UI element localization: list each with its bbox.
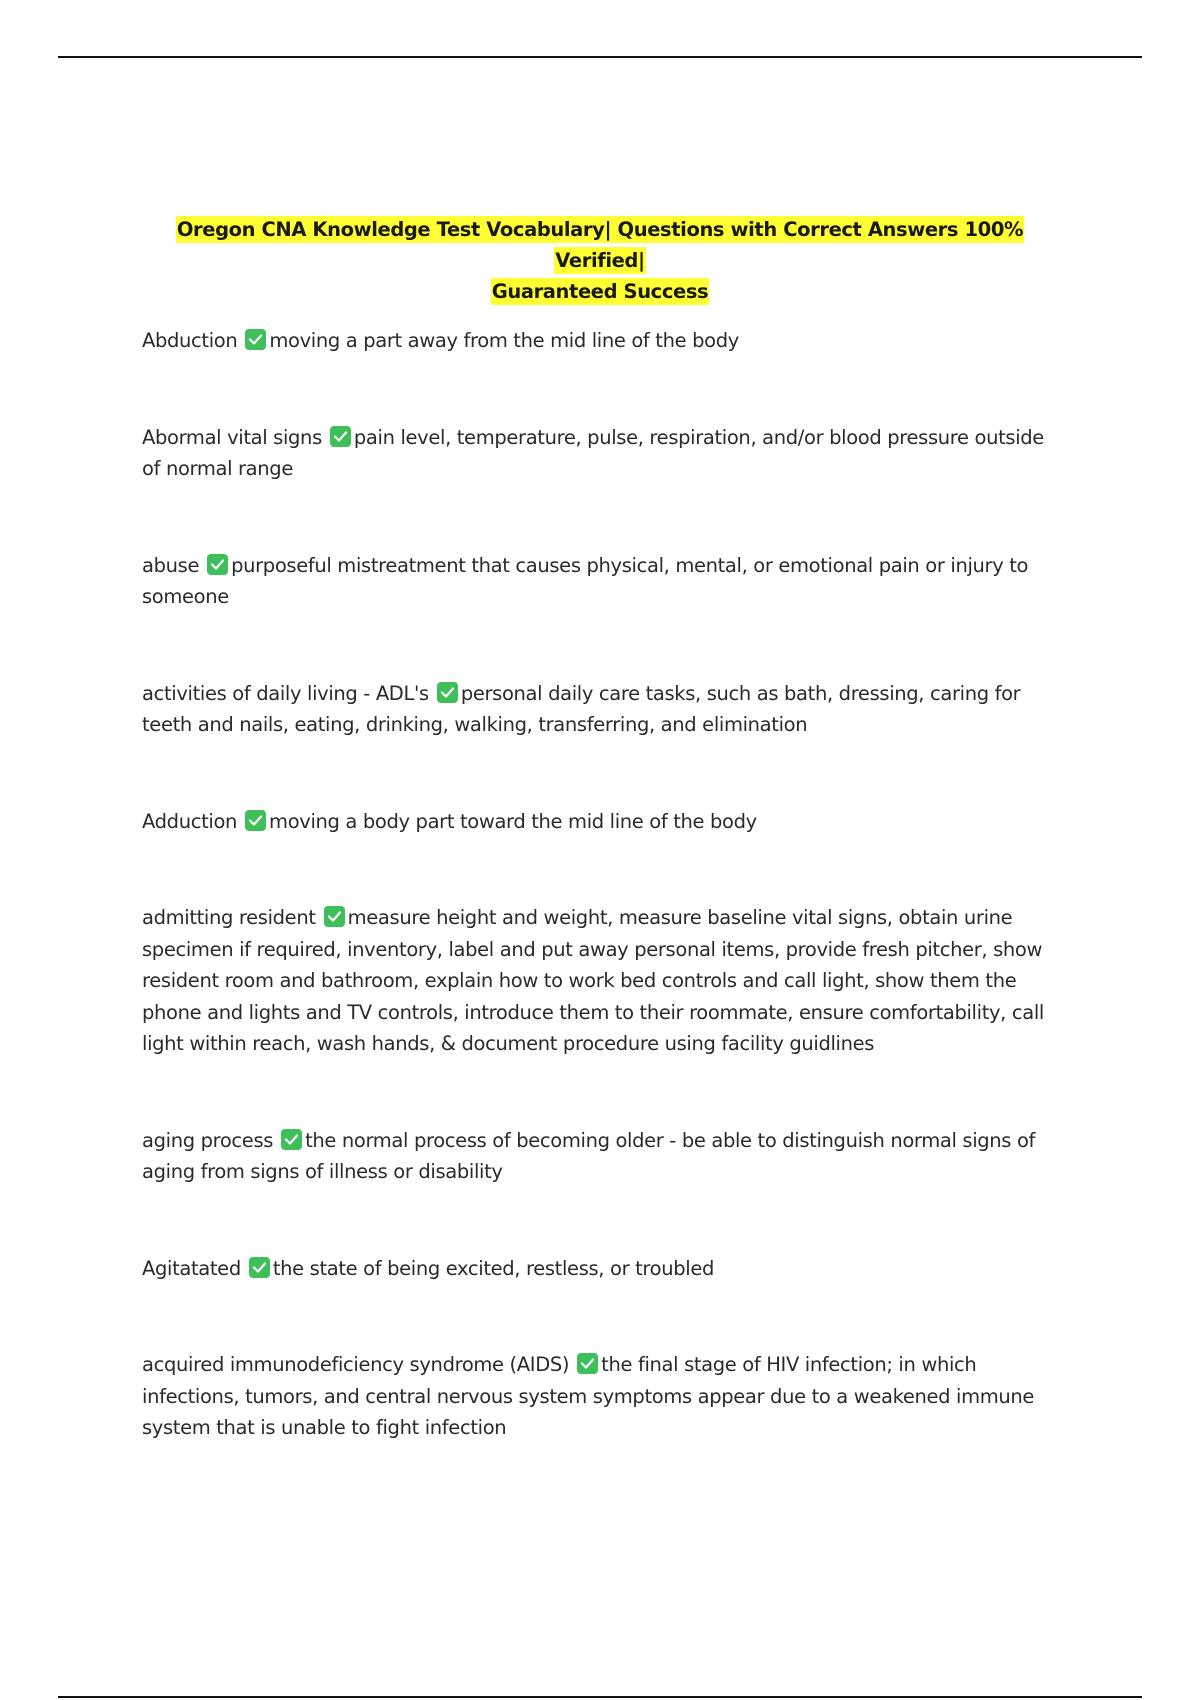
check-mark-icon <box>281 1129 302 1150</box>
vocabulary-entry <box>142 806 1062 838</box>
entry-term: acquired immunodeficiency syndrome (AIDS) <box>142 1353 570 1376</box>
entry-term: Abormal vital signs <box>142 425 322 449</box>
check-mark-icon <box>245 329 266 350</box>
entry-definition: the state of being excited, restless, or troubled <box>272 1256 714 1280</box>
entry-definition: pain level, temperature, pulse, respiration, and/or blood pressure outside of normal range <box>142 425 1044 480</box>
check-mark-icon <box>245 810 266 831</box>
vocabulary-list <box>142 325 1062 1444</box>
entry-term: aging process <box>142 1128 274 1152</box>
check-mark-icon <box>324 906 345 927</box>
check-mark-icon <box>330 426 351 447</box>
check-mark-icon <box>437 682 458 703</box>
entry-term: Agitatated <box>142 1256 241 1280</box>
vocabulary-entry <box>142 1125 1062 1188</box>
entry-definition: measure height and weight, measure baseline vital signs, obtain urine specimen if required, inventory, label and put away personal items, provide fresh pitcher, show resident room and bathroom, explain how to work bed controls and call light, show them the phone and lights and TV controls, introduce them to their roommate, ensure comfortability, call light within reach, wash hands, & document procedure using facility guidlines <box>142 906 1044 1055</box>
check-mark-icon <box>577 1353 598 1374</box>
title-line-1-text: Oregon CNA Knowledge Test Vocabulary| Questions with Correct Answers 100% Verified| <box>176 218 1024 272</box>
entry-definition: the final stage of HIV infection; in which infections, tumors, and central nervous system symptoms appear due to a weakened immune system that is unable to fight infection <box>142 1353 1035 1439</box>
entry-term: abuse <box>142 553 200 577</box>
check-mark-icon <box>249 1257 270 1278</box>
entry-definition: moving a part away from the mid line of the body <box>269 329 739 352</box>
vocabulary-entry <box>142 325 1062 357</box>
vocabulary-entry <box>142 1253 1062 1285</box>
document-title <box>140 214 1060 307</box>
entry-term: Adduction <box>142 809 238 833</box>
entry-definition: purposeful mistreatment that causes physical, mental, or emotional pain or injury to someone <box>142 553 1029 608</box>
title-line-1 <box>140 214 1060 276</box>
vocabulary-entry <box>142 1349 1062 1444</box>
bottom-divider <box>58 1696 1142 1698</box>
entry-definition: moving a body part toward the mid line of the body <box>269 809 757 833</box>
entry-term: Abduction <box>142 329 238 352</box>
vocabulary-entry <box>142 550 1062 613</box>
check-mark-icon <box>207 554 228 575</box>
entry-definition: personal daily care tasks, such as bath, dressing, caring for teeth and nails, eating, drinking, walking, transferring, and elimination <box>142 681 1021 736</box>
title-line-2-text: Guaranteed Success <box>491 280 709 303</box>
vocabulary-entry <box>142 422 1062 485</box>
title-line-2 <box>140 276 1060 307</box>
entry-definition: the normal process of becoming older - be able to distinguish normal signs of aging from signs of illness or disability <box>142 1128 1036 1183</box>
entry-term: activities of daily living - ADL's <box>142 681 429 705</box>
vocabulary-entry <box>142 678 1062 741</box>
vocabulary-entry <box>142 902 1062 1060</box>
top-divider <box>58 56 1142 58</box>
document-page <box>142 214 1062 1509</box>
entry-term: admitting resident <box>142 906 316 929</box>
